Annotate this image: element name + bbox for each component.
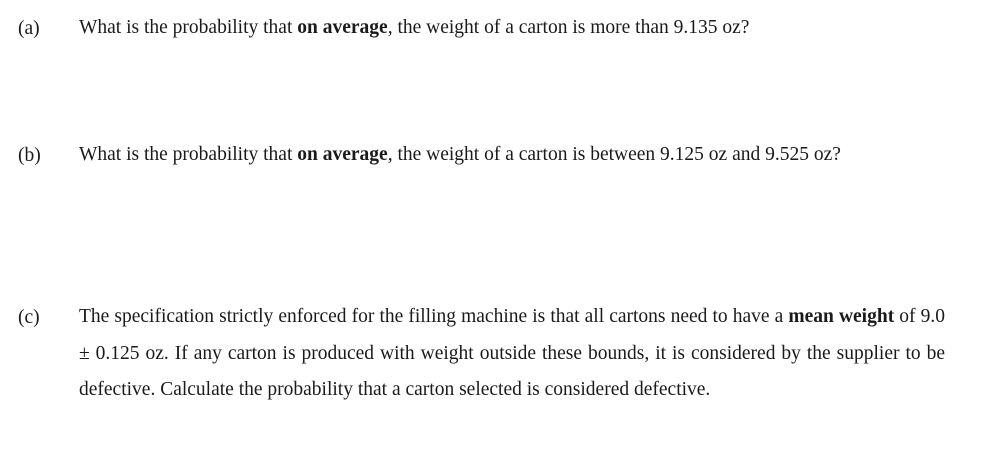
question-c-text-part2: of 9.0 ± 0.125 oz. If any carton is produced with weight outside these bounds, it is considered by the supplier to be defective. Calculate the probability that a carton selected is considered defective. bbox=[79, 306, 945, 400]
question-a-text-part1: What is the probability that bbox=[79, 17, 298, 38]
question-b-text-part1: What is the probability that bbox=[79, 144, 298, 165]
question-b-label: (b) bbox=[18, 145, 41, 166]
question-a-emphasis: on average bbox=[297, 17, 388, 38]
question-b-emphasis: on average bbox=[297, 144, 388, 165]
question-a-text bbox=[79, 10, 945, 47]
question-b-text bbox=[79, 137, 945, 174]
question-c-emphasis: mean weight bbox=[788, 306, 895, 327]
question-c-text-part1: The specification strictly enforced for the filling machine is that all cartons need to have a bbox=[79, 306, 789, 327]
question-c-text bbox=[79, 299, 945, 409]
question-a-label: (a) bbox=[18, 18, 40, 39]
question-a-text-part2: , the weight of a carton is more than 9.135 oz? bbox=[387, 17, 750, 38]
question-c-label: (c) bbox=[18, 307, 40, 328]
question-b-text-part2: , the weight of a carton is between 9.125 oz and 9.525 oz? bbox=[387, 144, 841, 165]
